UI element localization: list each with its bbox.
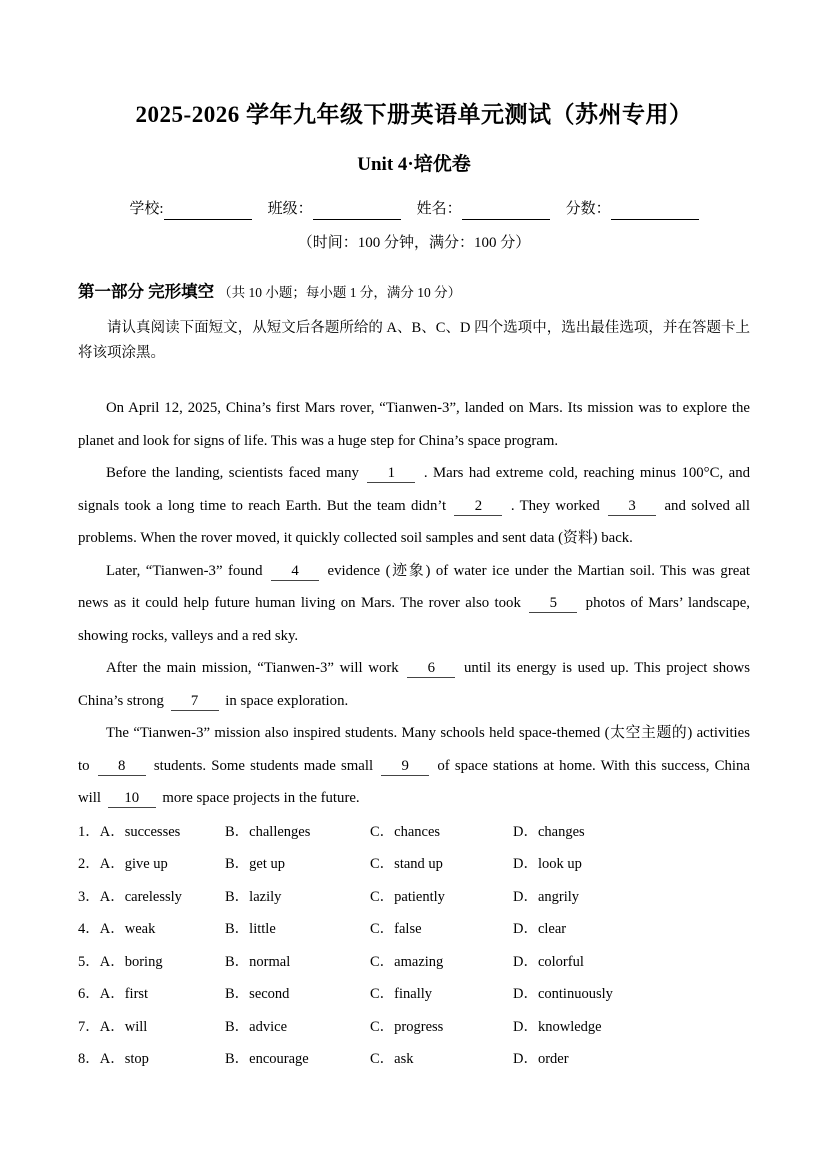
cloze-blank-5: 5 — [529, 595, 577, 613]
question-row-6 — [78, 978, 750, 1011]
option-cell-7-B: B．advice — [225, 1018, 288, 1035]
option-cell-1-A: 1．A．successes — [78, 823, 181, 840]
passage — [78, 392, 750, 815]
option-cell-5-C: C．amazing — [370, 953, 444, 970]
option-cell-1-C: C．chances — [370, 823, 441, 840]
option-cell-3-D: D．angrily — [513, 888, 580, 905]
info-field-label: 姓名： — [416, 201, 462, 217]
section-heading — [78, 279, 750, 305]
section-instructions: 请认真阅读下面短文，从短文后各题所给的 A、B、C、D 四个选项中，选出最佳选项，并在答题卡上将该项涂黑。 — [78, 320, 750, 361]
passage-paragraph: After the main mission, “Tianwen-3” will work 6 until its energy is used up. This project shows China’s strong 7 in space exploration. — [78, 660, 750, 709]
option-cell-5-A: 5．A．boring — [78, 953, 163, 970]
question-row-1 — [78, 816, 750, 849]
page-content — [78, 0, 750, 1076]
cloze-blank-6: 6 — [407, 660, 455, 678]
question-row-5 — [78, 946, 750, 979]
question-row-3 — [78, 881, 750, 914]
section-heading-title: 第一部分 完形填空 — [78, 282, 215, 301]
info-field-blank-line — [462, 200, 550, 220]
cloze-blank-9: 9 — [381, 758, 429, 776]
option-cell-7-A: 7．A．will — [78, 1018, 148, 1035]
cloze-blank-3: 3 — [608, 498, 656, 516]
option-cell-8-C: C．ask — [370, 1051, 414, 1067]
question-row-7 — [78, 1011, 750, 1044]
exam-title: 2025-2026 学年九年级下册英语单元测试（苏州专用） — [135, 102, 693, 127]
time-score-note: （时间：100 分钟，满分：100 分） — [297, 235, 531, 251]
option-cell-2-A: 2．A．give up — [78, 856, 168, 872]
option-cell-6-D: D．continuously — [513, 986, 613, 1002]
info-field-label: 分数： — [565, 201, 611, 217]
info-field-blank-line — [611, 200, 699, 220]
passage-paragraph: On April 12, 2025, China’s first Mars rover, “Tianwen-3”, landed on Mars. Its mission was to explore the planet and look for signs of life. This was a huge step for China’s space program. — [78, 400, 750, 449]
question-row-2 — [78, 848, 750, 881]
option-cell-2-D: D．look up — [513, 856, 582, 872]
question-row-4 — [78, 913, 750, 946]
passage-paragraph: Before the landing, scientists faced many 1 . Mars had extreme cold, reaching minus 100°C, and signals took a long time to reach Earth. But the team didn’t 2 . They worked 3 and solved all problems. When the rover moved, it quickly collected soil samples and sent data (资料) back. — [78, 465, 750, 546]
option-cell-7-D: D．knowledge — [513, 1018, 602, 1035]
info-field-3 — [566, 198, 699, 220]
info-field-label: 学校: — [129, 201, 164, 217]
option-cell-4-C: C．false — [370, 921, 422, 937]
cloze-blank-2: 2 — [454, 498, 502, 516]
info-field-blank-line — [164, 200, 252, 220]
option-cell-4-D: D．clear — [513, 921, 567, 937]
options-list — [78, 816, 750, 1076]
option-cell-3-B: B．lazily — [225, 888, 282, 905]
option-cell-8-A: 8．A．stop — [78, 1051, 149, 1067]
section-heading-note: （共 10 小题；每小题 1 分，满分 10 分） — [218, 285, 462, 300]
option-cell-3-C: C．patiently — [370, 888, 445, 905]
option-cell-1-B: B．challenges — [225, 823, 311, 840]
option-cell-1-D: D．changes — [513, 823, 585, 840]
option-cell-4-B: B．little — [225, 921, 276, 937]
passage-paragraph: Later, “Tianwen-3” found 4 evidence (迹象) of water ice under the Martian soil. This was great news as it could help future human living on Mars. The rover also took 5 photos of Mars’ landscape, showing rocks, valleys and a red sky. — [78, 562, 750, 644]
option-cell-5-B: B．normal — [225, 953, 291, 970]
student-info-row — [78, 198, 750, 220]
option-cell-2-B: B．get up — [225, 856, 286, 872]
option-cell-4-A: 4．A．weak — [78, 921, 156, 937]
option-cell-3-A: 3．A．carelessly — [78, 888, 182, 905]
cloze-blank-1: 1 — [367, 465, 415, 483]
exam-subtitle: Unit 4·培优卷 — [357, 154, 471, 175]
question-row-8 — [78, 1043, 750, 1076]
passage-paragraph: The “Tianwen-3” mission also inspired students. Many schools held space-themed (太空主题的) activities to 8 students. Some students made small 9 of space stations at home. With this success, China will 10 more space projects in the future. — [78, 725, 750, 806]
option-cell-7-C: C．progress — [370, 1018, 444, 1035]
option-cell-8-B: B．encourage — [225, 1051, 309, 1067]
cloze-blank-10: 10 — [108, 790, 156, 808]
info-field-blank-line — [313, 200, 401, 220]
option-cell-6-C: C．finally — [370, 986, 433, 1002]
option-cell-6-A: 6．A．first — [78, 986, 149, 1002]
option-cell-8-D: D．order — [513, 1051, 569, 1067]
cloze-blank-7: 7 — [171, 693, 219, 711]
info-field-0 — [129, 198, 265, 220]
option-cell-6-B: B．second — [225, 986, 290, 1002]
cloze-blank-4: 4 — [271, 563, 319, 581]
info-field-label: 班级： — [267, 201, 313, 217]
cloze-blank-8: 8 — [98, 758, 146, 776]
option-cell-2-C: C．stand up — [370, 856, 443, 872]
info-field-2 — [417, 198, 564, 220]
info-field-1 — [268, 198, 415, 220]
option-cell-5-D: D．colorful — [513, 953, 584, 970]
